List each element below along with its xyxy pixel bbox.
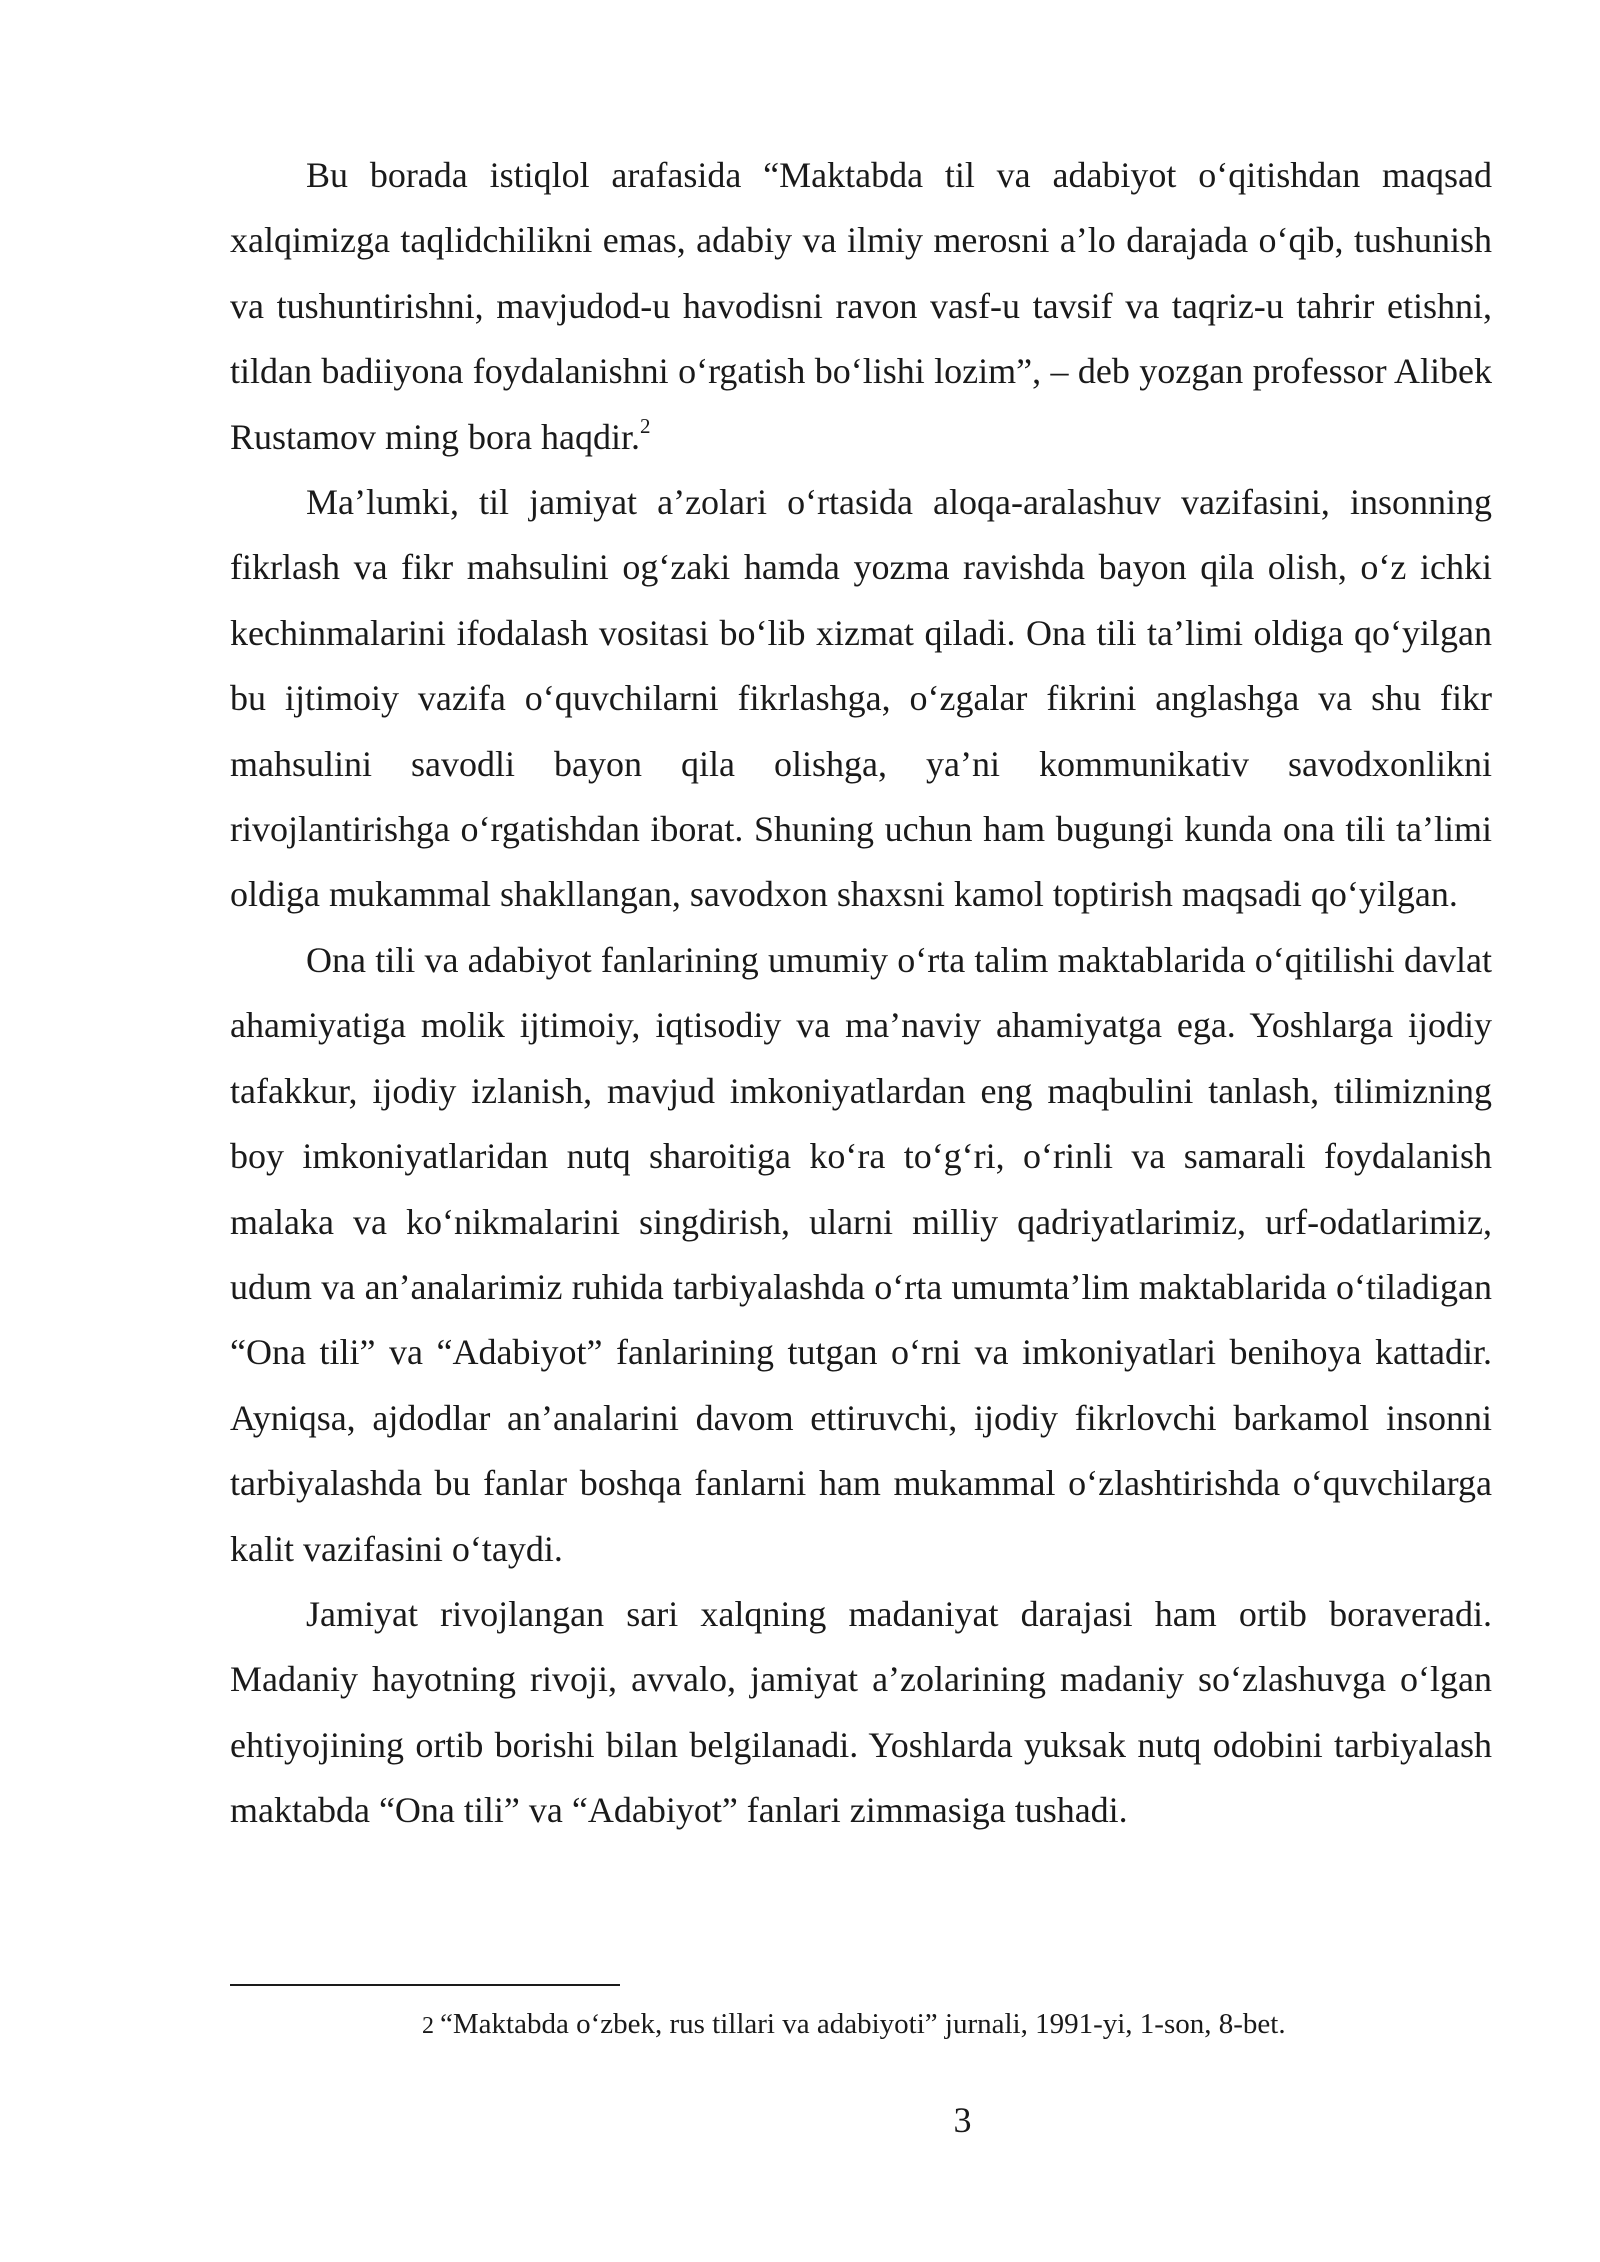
paragraph-text: Ona tili va adabiyot fanlarining umumiy o‘rta talim maktablarida o‘qitilishi davlat ahamiyatiga molik ijtimoiy, iqtisodiy va ma’naviy ahamiyatga ega. Yoshlarga ijodiy tafakkur, ijodiy izlanish, mavjud imkoniyatlardan eng maqbulini tanlash, tilimizning boy imkoniyatlaridan nutq sharoitiga ko‘ra to‘g‘ri, o‘rinli va samarali foydalanish malaka va ko‘nikmalarini singdirish, ularni milliy qadriyatlarimiz, urf-odatlarimiz, udum va an’analarimiz ruhida tarbiyalashda o‘rta umumta’lim maktablarida o‘tiladigan “Ona tili” va “Adabiyot” fanlarining tutgan o‘rni va imkoniyatlari benihoya kattadir. Ayniqsa, ajdodlar an’analarini davom ettiruvchi, ijodiy fikrlovchi barkamol insonni tarbiyalashda bu fanlar boshqa fanlarni ham mukammal o‘zlashtirishda o‘quvchilarga kalit vazifasini o‘taydi. bbox=[230, 939, 1492, 1569]
body-text bbox=[230, 143, 1492, 1844]
paragraph-4 bbox=[230, 1582, 1492, 1844]
footnote-separator bbox=[230, 1984, 620, 1986]
paragraph-1 bbox=[230, 143, 1492, 470]
paragraph-3 bbox=[230, 928, 1492, 1582]
page-number: 3 bbox=[953, 2100, 972, 2140]
footnote-reference[interactable]: 2 bbox=[639, 413, 651, 438]
paragraph-2 bbox=[230, 470, 1492, 928]
paragraph-text: Jamiyat rivojlangan sari xalqning madaniyat darajasi ham ortib boraveradi. Madaniy hayotning rivoji, avvalo, jamiyat a’zolarining madaniy so‘zlashuvga o‘lgan ehtiyojining ortib borishi bilan belgilanadi. Yoshlarda yuksak nutq odobini tarbiyalash maktabda “Ona tili” va “Adabiyot” fanlari zimmasiga tushadi. bbox=[230, 1593, 1492, 1831]
footnote-text: “Maktabda o‘zbek, rus tillari va adabiyoti” jurnali, 1991-yi, 1-son, 8-bet. bbox=[440, 2008, 1286, 2040]
paragraph-text: Ma’lumki, til jamiyat a’zolari o‘rtasida aloqa-aralashuv vazifasini, insonning fikrlash va fikr mahsulini og‘zaki hamda yozma ravishda bayon qila olish, o‘z ichki kechinmalarini ifodalash vositasi bo‘lib xizmat qiladi. Ona tili ta’limi oldiga qo‘yilgan bu ijtimoiy vazifa o‘quvchilarni fikrlashga, o‘zgalar fikrini anglashga va shu fikr mahsulini savodli bayon qila olishga, ya’ni kommunikativ savodxonlikni rivojlantirishga o‘rgatishdan iborat. Shuning uchun ham bugungi kunda ona tili ta’limi oldiga mukammal shakllangan, savodxon shaxsni kamol toptirish maqsadi qo‘yilgan. bbox=[230, 482, 1492, 915]
footnote bbox=[422, 2004, 1286, 2046]
footnote-mark: 2 bbox=[422, 2013, 434, 2039]
paragraph-text: Bu borada istiqlol arafasida “Maktabda til va adabiyot o‘qitishdan maqsad xalqimizga taqlidchilikni emas, adabiy va ilmiy merosni a’lo darajada o‘qib, tushunish va tushuntirishni, mavjudod-u havodisni ravon vasf-u tavsif va taqriz-u tahrir etishni, tildan badiiyona foydalanishni o‘rgatish bo‘lishi lozim”, – deb yozgan professor Alibek Rustamov ming bora haqdir. bbox=[230, 155, 1492, 457]
